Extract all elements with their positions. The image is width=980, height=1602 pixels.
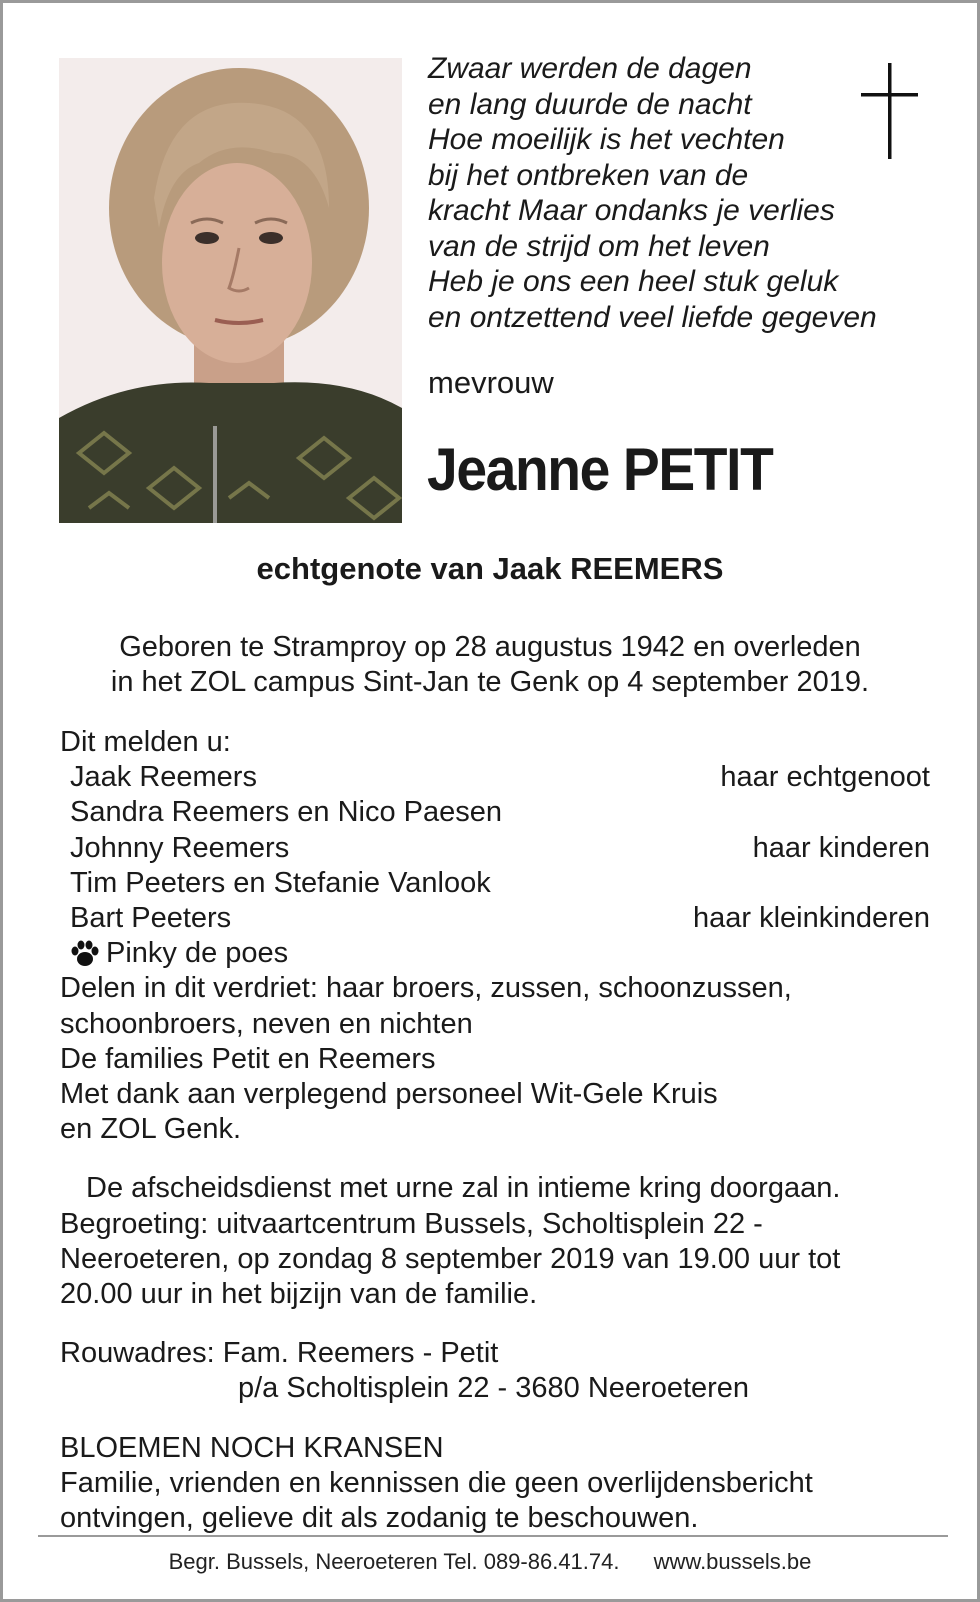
portrait-photo (59, 58, 402, 523)
poem-line: en lang duurde de nacht (428, 87, 752, 121)
poem-line: Zwaar werden de dagen (428, 52, 752, 85)
service-line: Neeroeteren, op zondag 8 september 2019 van 19.00 uur tot (60, 1242, 841, 1275)
paw-icon (70, 940, 100, 968)
portrait-illustration (59, 58, 402, 523)
share-line: Met dank aan verplegend personeel Wit-Gele Kruis (60, 1078, 718, 1111)
address-line: p/a Scholtisplein 22 - 3680 Neeroeteren (238, 1372, 750, 1405)
poem-line: van de strijd om het leven (428, 229, 770, 263)
pet-name: Pinky de poes (106, 937, 289, 970)
family-member: Johnny Reemers (70, 831, 290, 864)
family-member: Jaak Reemers (70, 761, 257, 794)
footer-company: Begr. Bussels, Neeroeteren Tel. 089-86.41.74. (168, 1549, 620, 1574)
deceased-name: Jeanne PETIT (427, 436, 773, 503)
title-prefix: mevrouw (428, 365, 554, 400)
family-role: haar echtgenoot (720, 761, 930, 794)
announcement-body (60, 725, 930, 1536)
family-member: Sandra Reemers en Nico Paesen (70, 796, 503, 829)
footer-divider (38, 1535, 948, 1537)
pet-row (60, 936, 930, 971)
service-line: Begroeting: uitvaartcentrum Bussels, Scholtisplein 22 - (60, 1207, 763, 1240)
service-line: De afscheidsdienst met urne zal in intieme kring doorgaan. (86, 1172, 841, 1205)
footer-website[interactable]: www.bussels.be (653, 1549, 812, 1574)
born-line: Geboren te Stramproy op 28 augustus 1942 en overleden (119, 631, 861, 663)
family-member: Bart Peeters (70, 902, 232, 935)
cross-icon (861, 63, 921, 163)
family-row (60, 901, 930, 936)
share-line: en ZOL Genk. (60, 1113, 242, 1146)
family-row (60, 866, 930, 901)
birth-death-info (3, 630, 977, 700)
poem (428, 51, 877, 335)
family-member: Tim Peeters en Stefanie Vanlook (70, 866, 491, 899)
share-line: De families Petit en Reemers (60, 1042, 436, 1075)
flowers-heading: BLOEMEN NOCH KRANSEN (60, 1431, 444, 1464)
announce-intro: Dit melden u: (60, 726, 231, 758)
poem-line: Heb je ons een heel stuk geluk (428, 265, 839, 298)
poem-line: Hoe moeilijk is het vechten (428, 123, 785, 156)
poem-line: kracht Maar ondanks je verlies (428, 194, 835, 227)
share-line: Delen in dit verdriet: haar broers, zussen, schoonzussen, (60, 972, 792, 1005)
born-line: in het ZOL campus Sint-Jan te Genk op 4 september 2019. (110, 666, 870, 698)
address-label: Rouwadres: Fam. Reemers - Petit (60, 1337, 499, 1370)
family-role: haar kleinkinderen (693, 902, 930, 935)
flowers-line: ontvingen, gelieve dit als zodanig te beschouwen. (60, 1502, 699, 1535)
footer (3, 1549, 977, 1575)
flowers-line: Familie, vrienden en kennissen die geen overlijdensbericht (60, 1466, 813, 1499)
share-line: schoonbroers, neven en nichten (60, 1007, 473, 1040)
family-row (60, 831, 930, 866)
service-line: 20.00 uur in het bijzijn van de familie. (60, 1278, 538, 1311)
family-row (60, 760, 930, 795)
family-row (60, 795, 930, 830)
family-role: haar kinderen (752, 831, 930, 864)
poem-line: en ontzettend veel liefde gegeven (428, 300, 877, 334)
poem-line: bij het ontbreken van de (428, 158, 749, 192)
spouse-line: echtgenote van Jaak REEMERS (256, 551, 724, 586)
